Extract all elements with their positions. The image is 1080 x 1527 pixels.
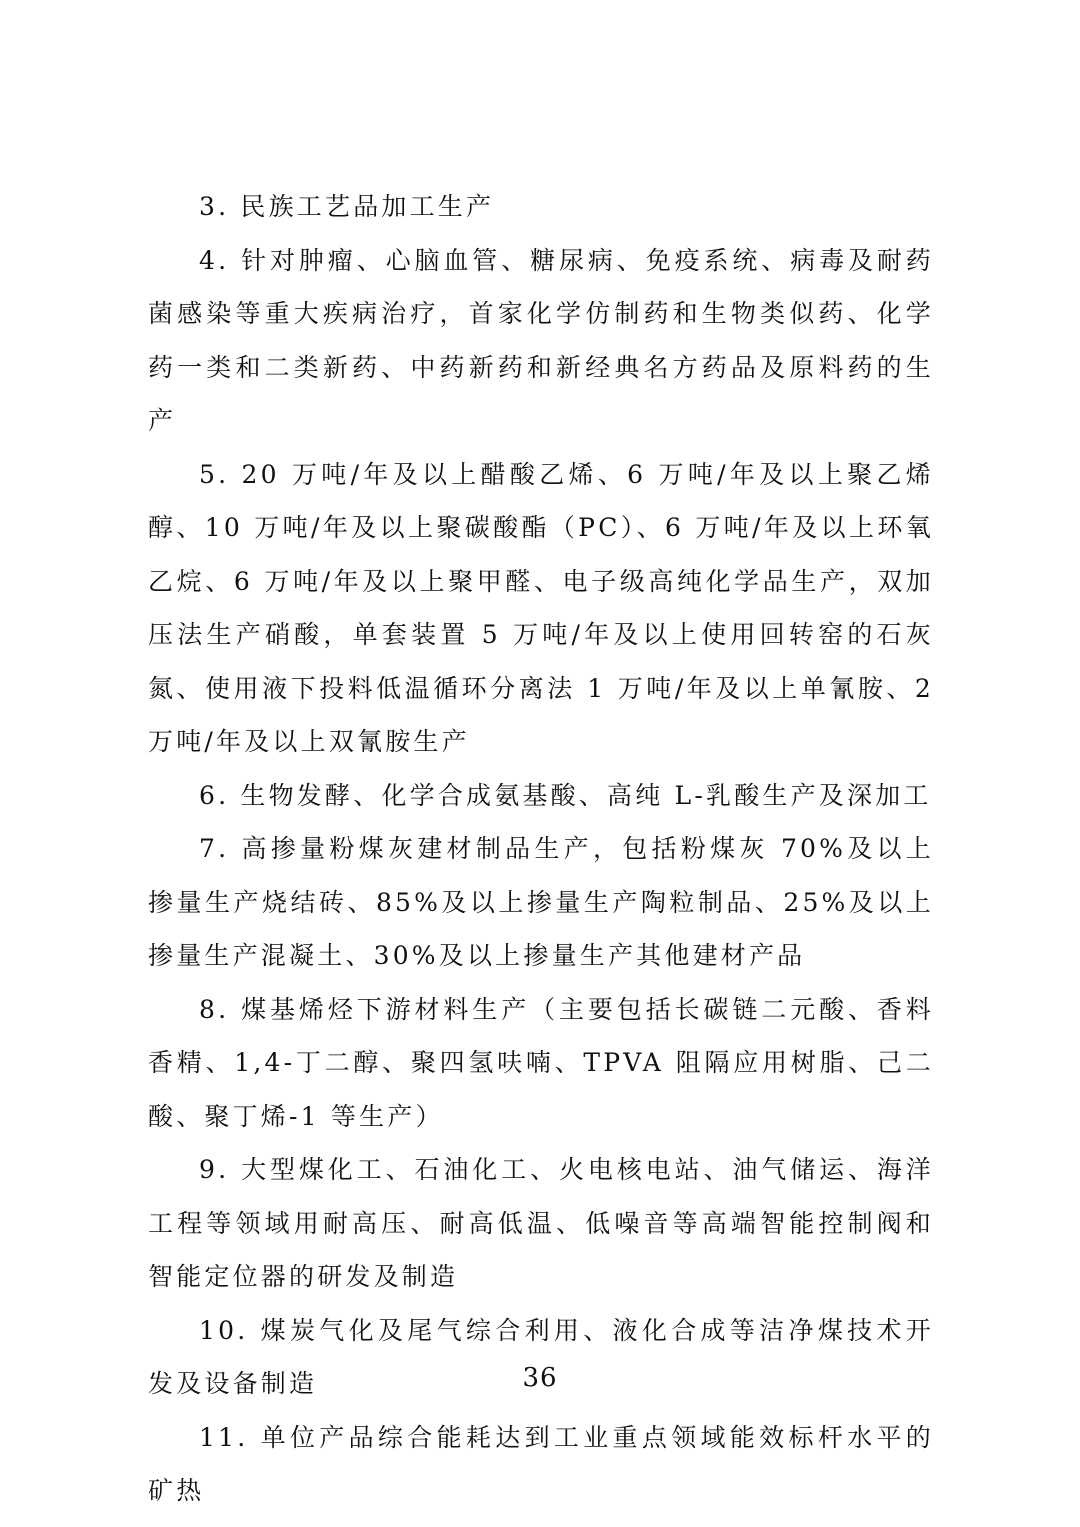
- paragraph-item-6: 6. 生物发酵、化学合成氨基酸、高纯 L-乳酸生产及深加工: [199, 780, 932, 810]
- paragraph-item-7: 7. 高掺量粉煤灰建材制品生产，包括粉煤灰 70%及以上掺量生产烧结砖、85%及以上掺量生产陶粒制品、25%及以上掺量生产混凝土、30%及以上掺量生产其他建材产品: [148, 834, 934, 970]
- paragraph-item-10: 10. 煤炭气化及尾气综合利用、液化合成等洁净煤技术开发及设备制造: [148, 1315, 934, 1398]
- paragraph-item-3: 3. 民族工艺品加工生产: [199, 192, 495, 221]
- paragraph-item-5: 5. 20 万吨/年及以上醋酸乙烯、6 万吨/年及以上聚乙烯醇、10 万吨/年及以上聚碳酸酯（PC）、6 万吨/年及以上环氧乙烷、6 万吨/年及以上聚甲醛、电子级高纯化学品生产，双加压法生产硝酸，单套装置 5 万吨/年及以上使用回转窑的石灰氮、使用液下投料低温循环分离法 1 万吨/年及以上单氰胺、2 万吨/年及以上双氰胺生产: [148, 459, 934, 756]
- paragraph-item-9: 9. 大型煤化工、石油化工、火电核电站、油气储运、海洋工程等领域用耐高压、耐高低温、低噪音等高端智能控制阀和智能定位器的研发及制造: [148, 1155, 934, 1291]
- document-body: [148, 180, 934, 1518]
- paragraph-item-8: 8. 煤基烯烃下游材料生产（主要包括长碳链二元酸、香料香精、1,4-丁二醇、聚四氢呋喃、TPVA 阻隔应用树脂、己二酸、聚丁烯-1 等生产）: [148, 994, 934, 1131]
- paragraph-item-11: 11. 单位产品综合能耗达到工业重点领域能效标杆水平的矿热: [148, 1422, 934, 1505]
- page-number: 36: [522, 1363, 558, 1393]
- paragraph-item-4: 4. 针对肿瘤、心脑血管、糖尿病、免疫系统、病毒及耐药菌感染等重大疾病治疗，首家化学仿制药和生物类似药、化学药一类和二类新药、中药新药和新经典名方药品及原料药的生产: [148, 245, 934, 435]
